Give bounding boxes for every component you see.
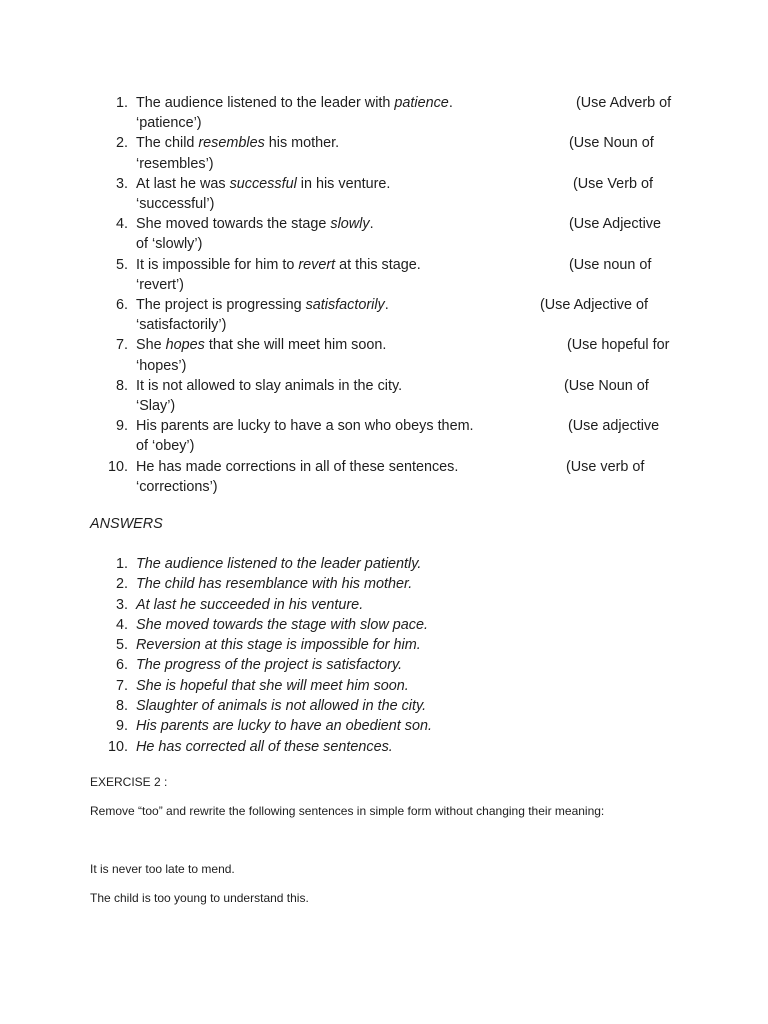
question-hint-continued: ‘hopes’)	[136, 357, 187, 374]
answer-text: The child has resemblance with his mother.	[136, 576, 413, 593]
answer-text: The progress of the project is satisfactory.	[136, 657, 403, 674]
question-hint-continued: ‘successful’)	[136, 195, 215, 212]
answer-item	[0, 615, 768, 635]
answer-number: 6.	[115, 657, 128, 674]
question-hint: (Use adjective	[568, 418, 660, 435]
answer-number: 7.	[115, 677, 128, 694]
answer-item	[0, 655, 768, 675]
question-text: The audience listened to the leader with patience.	[136, 95, 453, 111]
answer-item	[0, 737, 768, 757]
question-number: 2.	[115, 135, 128, 152]
question-number: 3.	[115, 175, 128, 192]
question-number: 7.	[115, 337, 128, 354]
answer-number: 5.	[115, 637, 128, 654]
question-hint-continued: ‘revert’)	[136, 276, 184, 293]
answer-number: 9.	[115, 718, 128, 735]
question-item	[0, 457, 768, 497]
answer-text: His parents are lucky to have an obedient son.	[136, 718, 432, 735]
answer-item	[0, 676, 768, 696]
question-text: She moved towards the stage slowly.	[136, 216, 374, 233]
question-text: It is impossible for him to revert at this stage.	[136, 256, 421, 273]
answer-item	[0, 554, 768, 574]
question-hint: (Use Verb of	[573, 175, 653, 192]
answer-text: Slaughter of animals is not allowed in the city.	[136, 698, 427, 715]
answer-text: He has corrected all of these sentences.	[136, 738, 393, 755]
answer-text: The audience listened to the leader patiently.	[136, 556, 422, 572]
question-item	[0, 416, 768, 456]
question-item	[0, 255, 768, 295]
question-item	[0, 174, 768, 214]
answer-item	[0, 574, 768, 594]
question-number: 6.	[115, 296, 128, 313]
question-hint-continued: ‘corrections’)	[136, 478, 218, 495]
question-hint-continued: ‘satisfactorily’)	[136, 317, 227, 334]
question-hint-continued: ‘patience’)	[136, 115, 202, 132]
answers-heading: ANSWERS	[90, 516, 163, 532]
question-text: The child resembles his mother.	[136, 135, 340, 152]
answer-number: 4.	[115, 616, 128, 633]
question-hint: (Use Adverb of	[576, 95, 672, 111]
question-list	[0, 93, 768, 497]
question-text: His parents are lucky to have a son who obeys them.	[136, 418, 474, 435]
question-hint: (Use verb of	[566, 458, 645, 475]
question-number: 5.	[115, 256, 128, 273]
exercise-title: EXERCISE 2 :	[90, 775, 168, 789]
question-number: 9.	[115, 418, 128, 435]
answer-number: 2.	[115, 576, 128, 593]
question-hint: (Use hopeful for	[567, 337, 670, 354]
question-hint-continued: ‘Slay’)	[136, 397, 176, 414]
exercise-sentence: The child is too young to understand this.	[90, 891, 309, 905]
answer-item	[0, 696, 768, 716]
question-hint-continued: of ‘slowly’)	[136, 236, 203, 253]
question-text: He has made corrections in all of these sentences.	[136, 458, 459, 475]
answer-text: Reversion at this stage is impossible for him.	[136, 637, 421, 654]
answer-text: At last he succeeded in his venture.	[136, 596, 364, 613]
answer-text: She is hopeful that she will meet him soon.	[136, 677, 409, 694]
question-item	[0, 214, 768, 254]
question-item	[0, 93, 768, 133]
question-number: 10.	[107, 458, 128, 475]
question-hint: (Use Noun of	[569, 135, 654, 152]
question-text: She hopes that she will meet him soon.	[136, 337, 387, 354]
question-hint: (Use Adjective of	[540, 296, 648, 313]
question-number: 8.	[115, 377, 128, 394]
question-item	[0, 376, 768, 416]
question-text: It is not allowed to slay animals in the city.	[136, 377, 403, 394]
answer-item	[0, 595, 768, 615]
question-item	[0, 133, 768, 173]
question-text: The project is progressing satisfactorily.	[136, 296, 389, 313]
question-text: At last he was successful in his venture.	[136, 175, 391, 192]
question-number: 4.	[115, 216, 128, 233]
answer-list	[0, 554, 768, 757]
question-hint-continued: of ‘obey’)	[136, 438, 195, 455]
answer-number: 8.	[115, 698, 128, 715]
question-item	[0, 335, 768, 375]
exercise-instruction: Remove “too” and rewrite the following sentences in simple form without changing their meaning:	[90, 804, 605, 818]
question-item	[0, 295, 768, 335]
question-hint-continued: ‘resembles’)	[136, 155, 214, 172]
exercise-sentence: It is never too late to mend.	[90, 862, 235, 876]
answer-number: 1.	[115, 556, 128, 572]
answer-item	[0, 635, 768, 655]
question-hint: (Use Adjective	[569, 216, 661, 233]
question-number: 1.	[115, 95, 128, 111]
answer-text: She moved towards the stage with slow pace.	[136, 616, 428, 633]
question-hint: (Use noun of	[569, 256, 652, 273]
answer-number: 3.	[115, 596, 128, 613]
answer-number: 10.	[107, 738, 128, 755]
answer-item	[0, 716, 768, 736]
question-hint: (Use Noun of	[564, 377, 649, 394]
